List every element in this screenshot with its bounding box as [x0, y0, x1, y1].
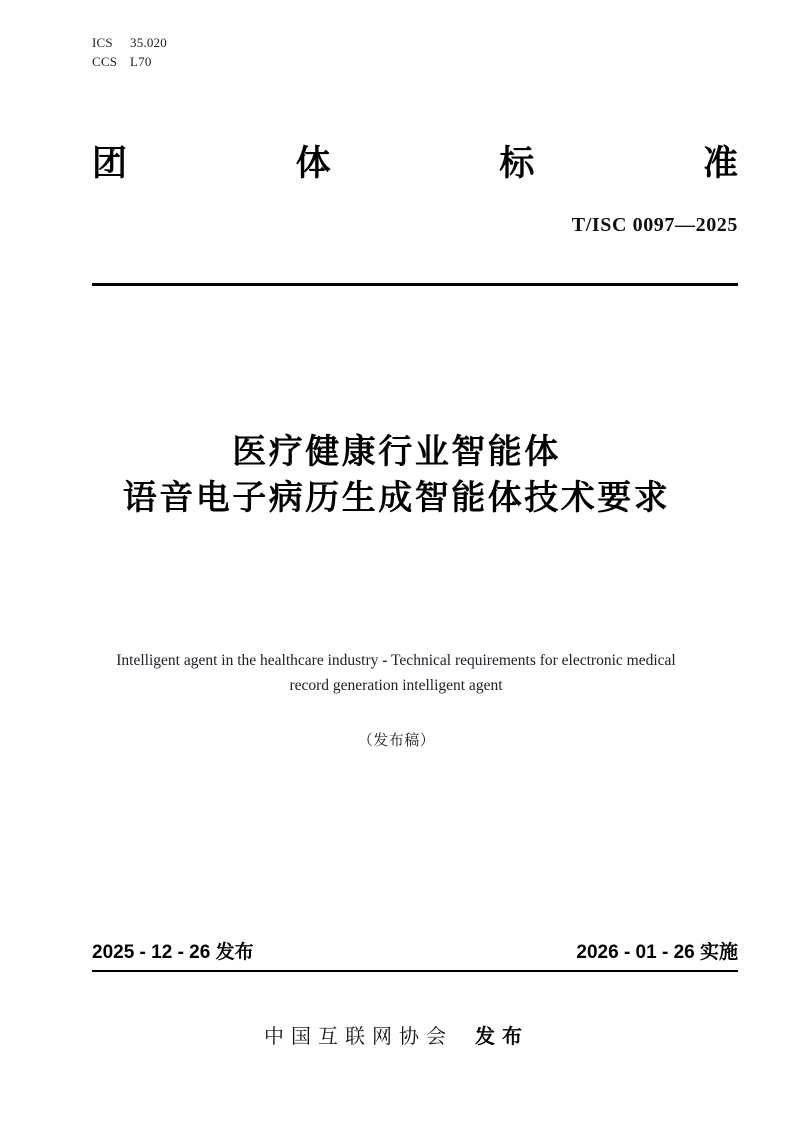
- ics-value: 35.020: [130, 35, 167, 50]
- title-english-separator: -: [382, 652, 388, 669]
- standard-type-char-4: 准: [702, 144, 738, 183]
- standard-type-char-1: 团: [92, 144, 128, 183]
- ccs-value: L70: [130, 54, 152, 69]
- classification-block: [92, 33, 167, 71]
- standard-type-char-3: 标: [499, 144, 535, 183]
- issue-date: 2025 - 12 - 26 发布: [92, 942, 254, 963]
- publisher-action: 发布: [475, 1026, 529, 1048]
- standard-type-heading: [92, 144, 738, 188]
- standard-number: T/ISC 0097—2025: [571, 214, 738, 236]
- standard-type-char-2: 体: [295, 144, 331, 183]
- draft-status-mark: （发布稿）: [357, 733, 436, 749]
- classification-row-ccs: [92, 52, 167, 71]
- title-chinese: [0, 429, 793, 521]
- header-divider-rule: [92, 283, 738, 286]
- footer-divider-rule: [92, 970, 738, 972]
- title-chinese-line-2: 语音电子病历生成智能体技术要求: [122, 479, 671, 517]
- title-english: [96, 648, 696, 698]
- implementation-date: 2026 - 01 - 26 实施: [576, 942, 738, 963]
- ccs-label: CCS: [92, 54, 118, 69]
- title-chinese-line-1: 医疗健康行业智能体: [232, 433, 561, 471]
- classification-row-ics: [92, 33, 167, 52]
- publisher-row: [0, 1020, 793, 1049]
- title-english-part-1: Intelligent agent in the healthcare industry: [116, 652, 379, 669]
- title-english-part-2: Technical requirements for electronic medical record generation intelligent agent: [289, 652, 676, 694]
- date-row: [92, 940, 738, 966]
- ics-label: ICS: [92, 35, 113, 50]
- publisher-organization: 中国互联网协会: [264, 1026, 453, 1048]
